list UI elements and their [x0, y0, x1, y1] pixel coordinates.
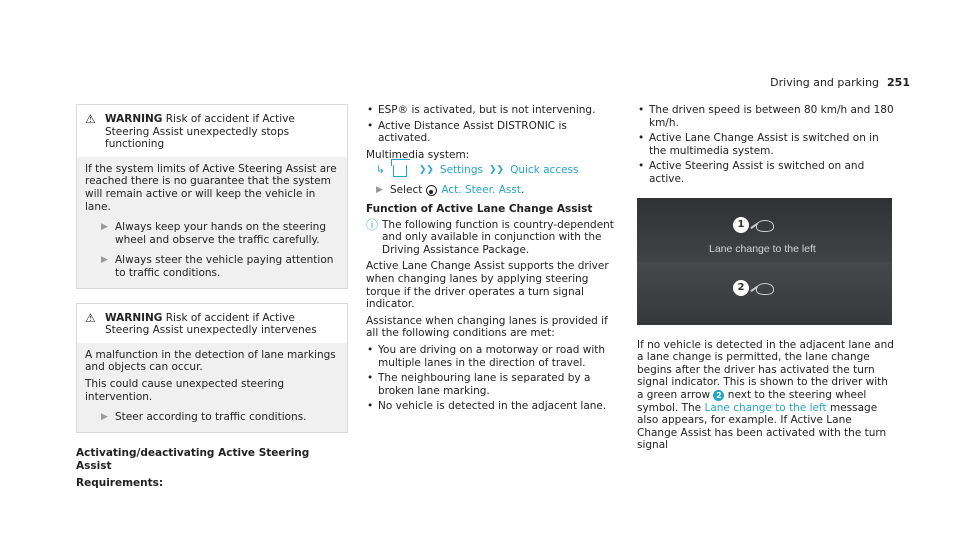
- lane-change-message-link[interactable]: Lane change to the left: [704, 401, 827, 414]
- function-heading: Function of Active Lane Change Assist: [366, 202, 593, 215]
- step-arrow-icon: ▶: [101, 255, 108, 266]
- requirements-label: Requirements:: [76, 476, 164, 489]
- column-left: [76, 104, 348, 490]
- instrument-display-image: [637, 198, 892, 325]
- note: ⓘ The following function is country-dependent and only available in conjunction with the Driving Assistance Package.: [366, 217, 614, 256]
- path-separator-icon: ❯❯: [418, 165, 434, 176]
- list-item: • You are driving on a motorway or road with multiple lanes in the direction of travel.: [366, 344, 620, 369]
- step-arrow-icon: ▶: [376, 184, 383, 195]
- warning-step: ▶ Always steer the vehicle paying attention to traffic conditions.: [101, 254, 334, 279]
- column-right: [637, 104, 895, 456]
- warning-box-stops: [76, 104, 348, 289]
- page-number: 251: [887, 76, 910, 89]
- path-start-arrow-icon: ↳: [376, 164, 385, 177]
- warning-body: This could cause unexpected steering intervention.: [85, 377, 285, 403]
- page-header: [770, 76, 910, 89]
- list-item: • No vehicle is detected in the adjacent lane.: [366, 400, 620, 413]
- list-item: • The driven speed is between 80 km/h and 180 km/h.: [637, 104, 895, 129]
- step-arrow-icon: ▶: [101, 222, 108, 233]
- conditions-list: [366, 344, 620, 413]
- warning-body: If the system limits of Active Steering Assist are reached there is no guarantee that the system will remain active or will keep the vehicle in lane.: [85, 162, 337, 213]
- warning-box-intervenes: [76, 303, 348, 433]
- list-item: • Active Lane Change Assist is switched on in the multimedia system.: [637, 132, 895, 157]
- steering-wheel-icon: [426, 185, 437, 196]
- warning-step: ▶ Steer according to traffic conditions.: [101, 411, 307, 424]
- path-separator-icon: ❯❯: [488, 165, 505, 176]
- list-item: • ESP® is activated, but is not intervening.: [366, 104, 620, 117]
- section-title: Driving and parking: [770, 76, 880, 89]
- callout-1: 1: [733, 217, 749, 233]
- conditions-list-cont: [637, 104, 895, 186]
- warning-triangle-icon: ⚠: [85, 112, 96, 126]
- list-item: • Active Distance Assist DISTRONIC is activated.: [366, 120, 620, 145]
- home-icon[interactable]: [393, 165, 407, 177]
- warning-label: WARNING: [105, 113, 163, 125]
- callout-ref: 2: [713, 390, 724, 401]
- settings-link[interactable]: Settings: [439, 164, 483, 177]
- callout-2: 2: [733, 280, 749, 296]
- act-steer-asst-link[interactable]: Act. Steer. Asst: [441, 183, 521, 196]
- paragraph: Assistance when changing lanes is provided if all the following conditions are met:: [366, 314, 608, 340]
- quick-access-link[interactable]: Quick access: [510, 164, 579, 177]
- list-item: • The neighbouring lane is separated by a broken lane marking.: [366, 372, 620, 397]
- warning-title: Risk of accident if Active Steering Assist unexpectedly intervenes: [105, 311, 317, 337]
- warning-triangle-icon: ⚠: [85, 310, 96, 325]
- warning-step: ▶ Always keep your hands on the steering wheel and observe the traffic carefully.: [101, 221, 326, 246]
- steering-wheel-icon: [756, 283, 774, 295]
- menu-path: [366, 164, 620, 177]
- column-middle: [366, 104, 620, 417]
- list-item: • Active Steering Assist is switched on and active.: [637, 160, 895, 185]
- select-step: ▶ Select Act. Steer. Asst .: [376, 183, 525, 196]
- multimedia-label: Multimedia system:: [366, 148, 470, 161]
- requirements-list: [366, 104, 620, 145]
- info-icon: ⓘ: [366, 217, 379, 232]
- warning-title: Risk of accident if Active Steering Assist unexpectedly stops functioning: [105, 113, 295, 151]
- section-heading: Activating/deactivating Active Steering Assist: [76, 446, 310, 472]
- paragraph: Active Lane Change Assist supports the driver when changing lanes by applying steering torque if the driver operates a turn signal indicator.: [366, 260, 609, 311]
- display-message: Lane change to the left: [709, 242, 816, 255]
- warning-body: A malfunction in the detection of lane markings and objects can occur.: [85, 348, 336, 374]
- steering-wheel-icon: [756, 220, 774, 232]
- step-arrow-icon: ▶: [101, 412, 108, 423]
- warning-label: WARNING: [105, 311, 163, 324]
- paragraph: If no vehicle is detected in the adjacent lane and a lane change is permitted, the lane change begins after the driver has activated the turn signal indicator. This is shown to the driver with a green arrow 2 next to the steering wheel symbol. The Lane change to the left message also appears, for example. If Active Lane Change Assist has been activated with the turn signal: [637, 338, 894, 452]
